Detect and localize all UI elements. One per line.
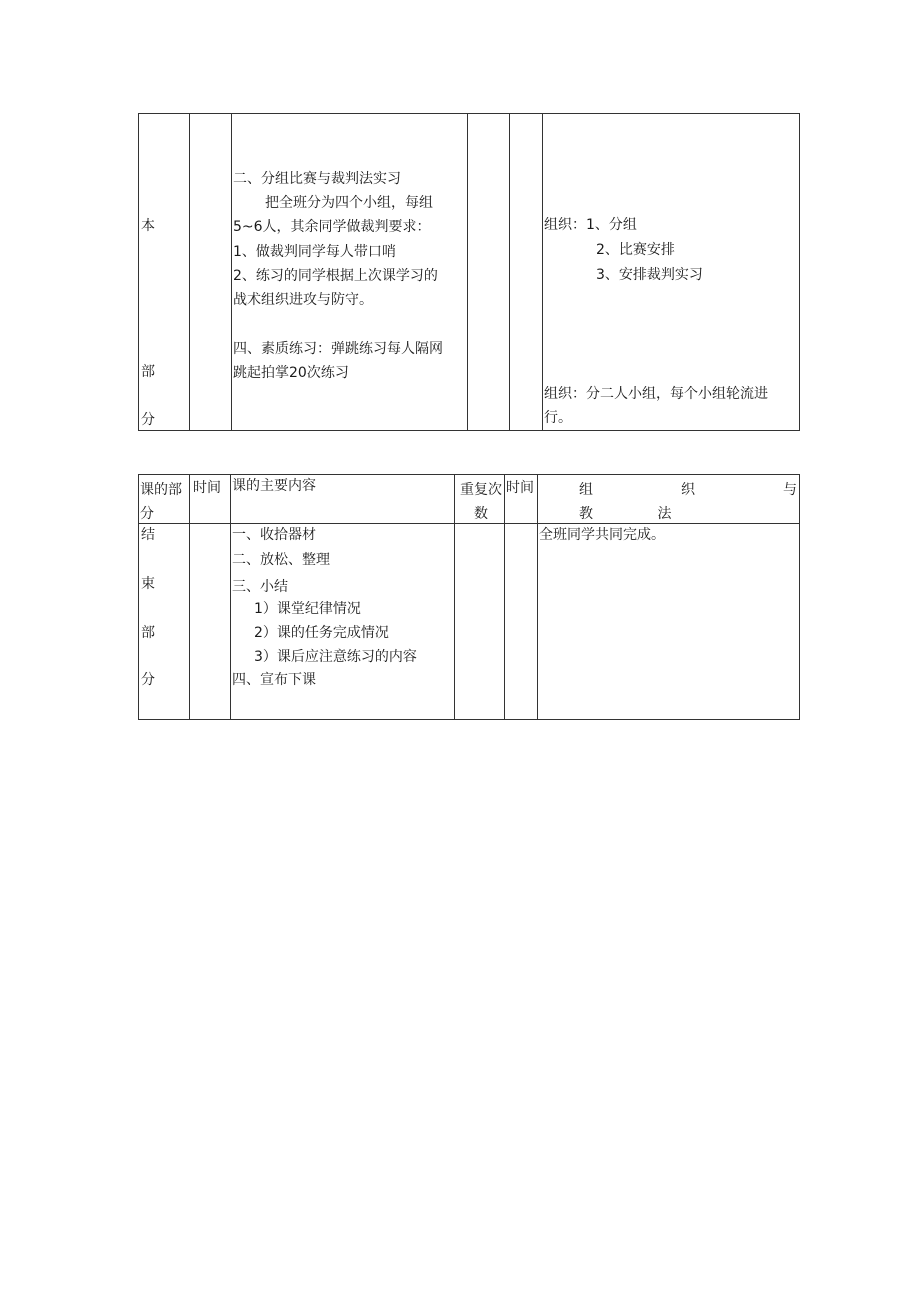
content-line: 二、放松、整理 xyxy=(232,552,330,568)
lesson-main-section-table xyxy=(138,113,800,431)
org-line: 行。 xyxy=(544,410,572,426)
section-char: 分 xyxy=(141,672,155,688)
content-cell xyxy=(231,524,455,720)
content-line: 四、宣布下课 xyxy=(232,672,316,688)
header-repeat: 重复次数 xyxy=(460,482,502,522)
content-line: 战术组织进攻与防守。 xyxy=(233,292,373,308)
header-content: 课的主要内容 xyxy=(232,478,316,494)
content-line: 一、收拾器材 xyxy=(232,527,316,543)
time-cell xyxy=(190,524,231,720)
content-line: 二、分组比赛与裁判法实习 xyxy=(233,171,401,187)
section-char: 结 xyxy=(141,527,155,543)
content-line: 跳起拍掌20次练习 xyxy=(233,365,349,381)
header-time-cell xyxy=(190,475,231,524)
content-line: 3）课后应注意练习的内容 xyxy=(254,649,417,665)
org-line: 组织：分二人小组，每个小组轮流进 xyxy=(544,386,768,402)
header-content-cell xyxy=(231,475,455,524)
organization-cell xyxy=(538,524,800,720)
header-time2: 时间 xyxy=(506,480,534,496)
content-cell xyxy=(232,114,468,431)
content-line: 2）课的任务完成情况 xyxy=(254,625,389,641)
repeat-cell xyxy=(455,524,505,720)
time2-cell xyxy=(510,114,543,431)
section-char: 部 xyxy=(141,625,155,641)
header-part: 课的部分 xyxy=(140,482,182,522)
repeat-cell xyxy=(468,114,510,431)
section-char: 部 xyxy=(141,364,155,380)
organization-cell xyxy=(543,114,800,431)
header-repeat-cell xyxy=(455,475,505,524)
section-char: 本 xyxy=(141,218,155,234)
header-time2-cell xyxy=(505,475,538,524)
section-label-cell xyxy=(139,114,190,431)
header-org-cell xyxy=(538,475,800,524)
org-line: 2、比赛安排 xyxy=(596,242,675,258)
section-label-cell xyxy=(139,524,190,720)
content-line: 四、素质练习：弹跳练习每人隔网 xyxy=(233,341,443,357)
org-line: 组织：1、分组 xyxy=(544,217,637,233)
lesson-closing-section-table xyxy=(138,474,800,720)
content-line: 5~6人，其余同学做裁判要求： xyxy=(233,219,431,235)
content-line: 2、练习的同学根据上次课学习的 xyxy=(233,268,438,284)
section-char: 分 xyxy=(141,412,155,428)
content-line: 把全班分为四个小组，每组 xyxy=(265,195,433,211)
content-line: 1、做裁判同学每人带口哨 xyxy=(233,244,396,260)
content-line: 1）课堂纪律情况 xyxy=(254,601,361,617)
content-line: 三、小结 xyxy=(232,579,288,595)
time-cell xyxy=(190,114,232,431)
header-part-cell xyxy=(139,475,190,524)
time2-cell xyxy=(505,524,538,720)
section-char: 束 xyxy=(141,576,155,592)
org-line: 全班同学共同完成。 xyxy=(539,527,665,543)
header-time: 时间 xyxy=(193,480,221,496)
header-org: 组 织 与 教 法 xyxy=(579,482,797,522)
org-line: 3、安排裁判实习 xyxy=(596,267,703,283)
